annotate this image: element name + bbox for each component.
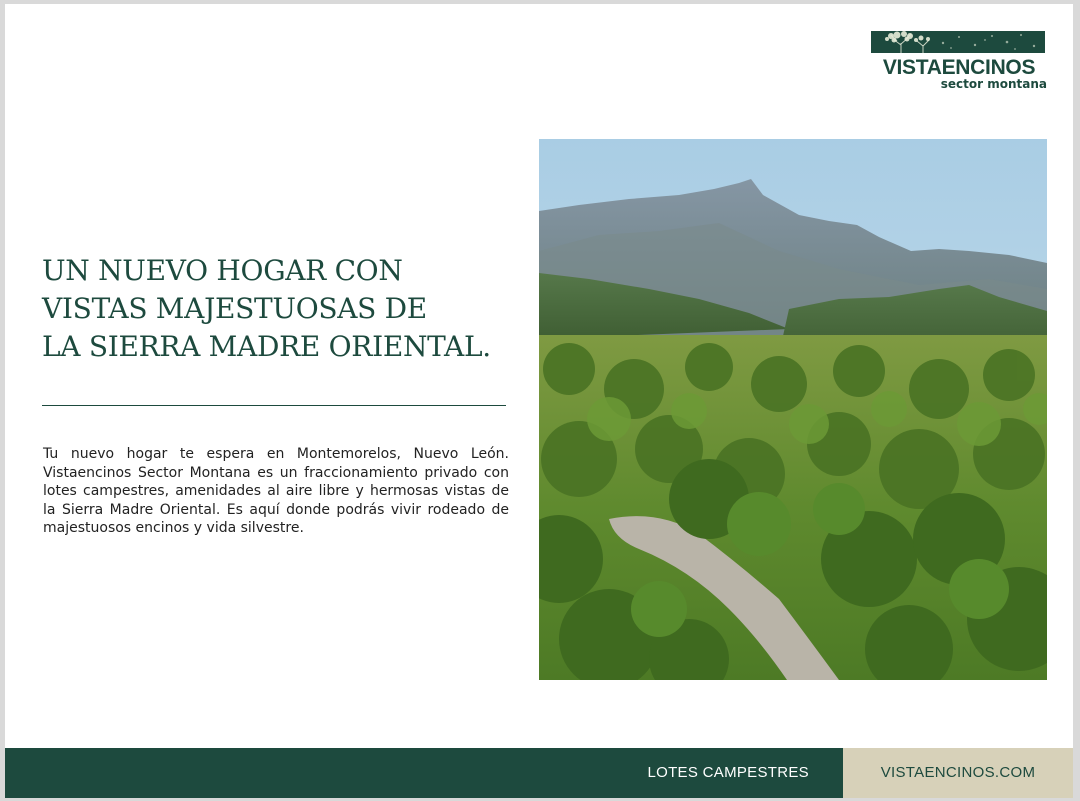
footer-url-box[interactable] — [843, 748, 1073, 798]
headline-line: LA SIERRA MADRE ORIENTAL. — [42, 330, 491, 363]
headline-line: UN NUEVO HOGAR CON — [42, 254, 403, 287]
brochure-page — [5, 4, 1073, 798]
divider — [42, 405, 506, 406]
page-headline — [42, 252, 522, 366]
footer-label: LOTES CAMPESTRES — [647, 764, 809, 781]
brand-logo[interactable] — [871, 31, 1047, 93]
logo-wordmark: VISTAENCINOS — [882, 56, 1036, 79]
footer-bar — [5, 748, 843, 798]
headline-line: VISTAS MAJESTUOSAS DE — [42, 292, 427, 325]
mountain-landscape-image — [539, 139, 1047, 680]
logo-subtitle: sector montana — [940, 77, 1047, 91]
oak-tree-icon — [871, 31, 1045, 53]
website-link[interactable]: VISTAENCINOS.COM — [880, 764, 1036, 781]
body-paragraph: Tu nuevo hogar te espera en Montemorelos, Nuevo León. Vistaencinos Sector Montana es un fraccionamiento privado con lotes campestres, amenidades al aire libre y hermosas vistas de la Sierra Madre Oriental. Es aquí donde podrás vivir rodeado de majestuosos encinos y vida silvestre. — [43, 446, 509, 536]
